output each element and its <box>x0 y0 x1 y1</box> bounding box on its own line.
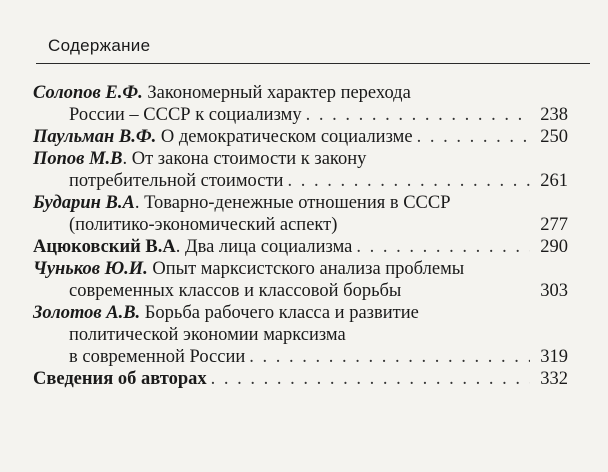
leader-dots <box>356 236 530 258</box>
page-number: 250 <box>540 127 568 147</box>
entry-title-line: России – СССР к социализму <box>69 105 302 125</box>
entry-author: Паульман В.Ф. <box>33 127 157 147</box>
entry-title-line: . От закона стоимости к закону <box>122 149 367 169</box>
page-number: 290 <box>540 237 568 257</box>
table-of-contents <box>33 82 568 390</box>
entry-title-line: современных классов и классовой борьбы <box>69 281 402 301</box>
leader-dots <box>211 368 530 390</box>
toc-entry[interactable] <box>33 258 568 302</box>
page-number: 332 <box>540 369 568 389</box>
page-number: 319 <box>540 347 568 367</box>
entry-author: Чуньков Ю.И. <box>33 259 148 279</box>
page-number: 238 <box>540 105 568 125</box>
entry-title-line: Закономерный характер перехода <box>147 83 411 103</box>
entry-title-line: (политико-экономический аспект) <box>69 215 338 235</box>
entry-title-line: политической экономии марксизма <box>69 325 346 345</box>
toc-line <box>33 192 568 214</box>
toc-line <box>33 280 568 302</box>
toc-entry[interactable] <box>33 82 568 126</box>
toc-line <box>33 236 568 258</box>
entry-title-line: в современной России <box>69 347 246 367</box>
entry-title-line: . Товарно-денежные отношения в СССР <box>134 193 451 213</box>
toc-line <box>33 346 568 368</box>
leader-dots <box>249 346 530 368</box>
entry-author: Попов М.В <box>33 149 123 169</box>
page-number: 261 <box>540 171 568 191</box>
leader-dots <box>417 126 530 148</box>
entry-title-line: Сведения об авторах <box>33 369 207 389</box>
toc-line <box>33 148 568 170</box>
toc-entry[interactable] <box>33 236 568 258</box>
toc-entry[interactable] <box>33 368 568 390</box>
entry-title-line: Опыт марксистского анализа проблемы <box>152 259 465 279</box>
entry-title-line: О демократическом социализме <box>160 127 413 147</box>
header-divider <box>36 63 590 64</box>
toc-entry[interactable] <box>33 192 568 236</box>
page-number: 277 <box>540 215 568 235</box>
leader-dots <box>287 170 530 192</box>
toc-line <box>33 302 568 324</box>
page-title: Содержание <box>48 36 151 55</box>
toc-entry[interactable] <box>33 148 568 192</box>
toc-line <box>33 258 568 280</box>
toc-line <box>33 104 568 126</box>
page-number: 303 <box>540 281 568 301</box>
toc-line <box>33 368 568 390</box>
toc-line <box>33 324 568 346</box>
entry-title-line: потребительной стоимости <box>69 171 284 191</box>
toc-line <box>33 82 568 104</box>
toc-line <box>33 170 568 192</box>
entry-author: Солопов Е.Ф. <box>33 83 143 103</box>
toc-entry[interactable] <box>33 302 568 368</box>
toc-line <box>33 214 568 236</box>
entry-title-line: Борьба рабочего класса и развитие <box>144 303 419 323</box>
leader-dots <box>306 104 530 126</box>
toc-entry[interactable] <box>33 126 568 148</box>
entry-title-line: . Два лица социализма <box>175 237 353 257</box>
entry-author: Ацюковский В.А <box>33 237 176 257</box>
entry-author: Бударин В.А <box>33 193 135 213</box>
toc-line <box>33 126 568 148</box>
entry-author: Золотов А.В. <box>33 303 141 323</box>
